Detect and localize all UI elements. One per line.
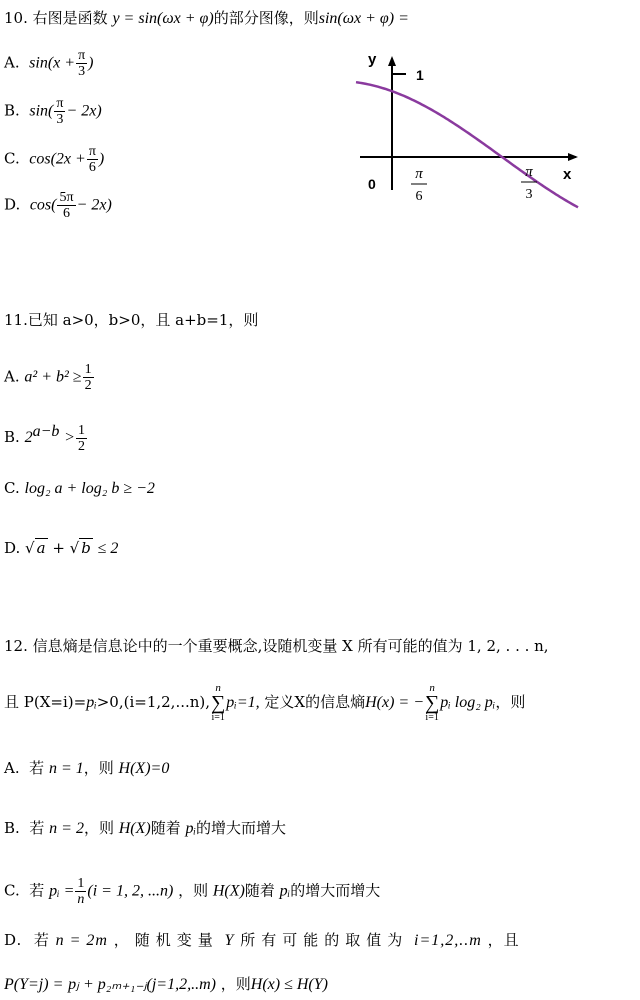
y-axis-arrow xyxy=(388,56,396,66)
q12-option-d-prob: P(Y=j) = xyxy=(4,976,64,993)
q11-option-a-frac xyxy=(83,362,94,393)
q12-option-c-tail: 的增大而增大 xyxy=(290,881,381,900)
q11-option-d-a: a xyxy=(36,539,46,557)
q10-option-d-frac xyxy=(57,190,75,221)
q12-option-c-frac xyxy=(75,876,86,907)
sqrt-sign: √ xyxy=(25,539,35,557)
q12-l2-g: ，则 xyxy=(495,693,526,711)
q10-option-a[interactable] xyxy=(4,48,93,79)
frac-numerator: 1 xyxy=(84,362,92,377)
sum-lower: i=1 xyxy=(425,712,439,723)
q12-option-d-y: Y xyxy=(224,932,235,949)
q10-option-b-post: − 2x) xyxy=(66,102,102,120)
q10-option-c-post: ) xyxy=(98,150,105,168)
q12-option-b-cond: n = 2 xyxy=(49,820,84,837)
frac-numerator: 1 xyxy=(77,876,85,891)
q12-option-b-label: B. xyxy=(4,819,20,837)
frac-denominator: 6 xyxy=(88,160,96,175)
q12-option-d-cond: n = 2m xyxy=(55,932,108,949)
q12-option-c-with: 随着 xyxy=(244,881,275,900)
q12-l2-f: pᵢ log₂ pᵢ xyxy=(440,694,496,711)
q12-option-d-label: D. xyxy=(4,931,23,949)
q12-sum-2 xyxy=(425,682,439,724)
q10-stem xyxy=(4,8,409,29)
y-one-label: 1 xyxy=(416,67,424,83)
y-axis-label: y xyxy=(368,51,377,68)
q11-option-c-expr: log₂ a + log₂ b ≥ −2 xyxy=(24,480,155,497)
q12-option-c-range: (i = 1, 2, ...n) xyxy=(87,882,174,900)
sigma-symbol: ∑ xyxy=(211,692,226,714)
tick-pi3-numerator: π xyxy=(525,164,533,180)
q12-l2-pi: pᵢ xyxy=(86,694,97,711)
q10-target: sin(ωx + φ) = xyxy=(318,10,409,27)
q12-option-b[interactable] xyxy=(4,818,286,839)
q10-option-d[interactable] xyxy=(4,190,112,221)
q12-option-d-result: H(x) ≤ H(Y) xyxy=(250,976,328,993)
q12-stem-line2 xyxy=(4,682,525,724)
q11-option-a-expr: a² + b² ≥ xyxy=(24,368,82,386)
q12-option-d[interactable] xyxy=(4,930,520,951)
q12-option-d-sum: pⱼ + p₂ₘ₊₁₋ⱼ xyxy=(68,976,147,993)
origin-label: 0 xyxy=(368,176,376,192)
q11-option-a[interactable] xyxy=(4,362,95,393)
frac-denominator: 3 xyxy=(78,64,86,79)
x-axis-label: x xyxy=(563,166,572,183)
q12-option-d-range: i=1,2,..m xyxy=(414,932,482,949)
q10-option-d-pre: cos( xyxy=(29,196,57,214)
q11-option-b-frac xyxy=(76,423,87,454)
q12-option-d-var: ，随机变量 xyxy=(113,931,219,949)
q12-option-a-label: A. xyxy=(4,759,20,777)
sum-upper: n xyxy=(429,682,435,694)
q12-sum-1 xyxy=(211,682,225,724)
q10-option-b-pre: sin( xyxy=(29,102,54,120)
tick-pi6-numerator: π xyxy=(415,166,423,182)
frac-numerator: 1 xyxy=(77,422,85,438)
sigma-symbol: ∑ xyxy=(425,692,440,714)
q11-option-b[interactable] xyxy=(4,422,88,454)
q10-stem-a: 右图是函数 xyxy=(32,9,108,27)
q10-option-c-pre: cos(2x + xyxy=(29,150,86,168)
q10-option-c-label: C. xyxy=(4,149,20,168)
q12-l2-e: H(x) = − xyxy=(365,694,424,711)
q10-option-b-frac xyxy=(54,96,65,127)
q11-option-d[interactable]: D. √ a + √ b ≤ 2 xyxy=(4,539,119,557)
q11-option-c-label: C. xyxy=(4,479,20,497)
frac-denominator: 2 xyxy=(84,378,92,393)
q12-option-d-line2 xyxy=(4,974,328,995)
q10-option-a-post: ) xyxy=(88,54,94,72)
q11-option-b-rel: > xyxy=(64,429,75,446)
sqrt-sign: √ xyxy=(69,539,80,557)
frac-numerator: π xyxy=(78,48,86,63)
q11-option-a-label: A. xyxy=(4,367,20,386)
q12-option-b-then: ，则 xyxy=(83,819,114,837)
q12-option-d-if: 若 xyxy=(33,931,50,949)
q10-number: 10. xyxy=(4,9,28,27)
q12-option-c-then: ，则 xyxy=(178,881,209,900)
q12-option-b-with: 随着 xyxy=(150,819,181,837)
q11-option-d-label: D. xyxy=(4,539,21,557)
q12-option-a[interactable] xyxy=(4,758,169,779)
q11-option-b-label: B. xyxy=(4,428,20,446)
q12-option-b-if: 若 xyxy=(29,819,45,837)
q12-option-d-and: ，且 xyxy=(487,931,520,949)
frac-numerator: 5π xyxy=(59,190,74,205)
q12-l2-a: 且 P(X=i)= xyxy=(4,693,87,711)
q12-option-c-hx: H(X) xyxy=(212,882,245,900)
frac-denominator: 6 xyxy=(63,206,70,221)
sum-upper: n xyxy=(215,682,221,694)
q12-option-d-values: 所有可能的取值为 xyxy=(240,931,409,949)
sine-graph xyxy=(352,50,592,215)
q11-option-b-base: 2 xyxy=(24,429,33,446)
q10-option-a-frac xyxy=(76,48,87,79)
tick-pi3-denominator: 3 xyxy=(525,187,533,202)
q10-option-c[interactable] xyxy=(4,144,104,175)
sum-lower: i=1 xyxy=(211,712,225,723)
q12-option-a-then: ，则 xyxy=(83,759,114,777)
q12-option-c-label: C. xyxy=(4,881,20,900)
q11-option-d-rel: ≤ 2 xyxy=(97,540,119,557)
q12-option-c-cond: pᵢ = xyxy=(49,882,75,900)
q12-l2-c: pᵢ=1, xyxy=(226,694,260,711)
x-axis-arrow xyxy=(568,153,578,161)
q12-option-a-result: H(X)=0 xyxy=(118,760,170,777)
q11-stem: 11.已知 a>0，b>0，且 a+b=1，则 xyxy=(4,311,259,329)
frac-denominator: 2 xyxy=(77,438,85,454)
q10-option-d-label: D. xyxy=(4,195,21,214)
q11-option-b-exponent: a−b xyxy=(32,423,60,440)
q10-option-c-frac xyxy=(87,144,98,175)
q12-option-d-then: ，则 xyxy=(220,975,251,993)
q10-option-a-label: A. xyxy=(4,53,20,72)
q10-option-b-label: B. xyxy=(4,101,20,120)
q10-option-d-post: − 2x) xyxy=(76,196,112,214)
q12-stem-line1: 12. 信息熵是信息论中的一个重要概念,设随机变量 X 所有可能的值为 1, 2, . . . n, xyxy=(4,637,549,655)
q12-option-b-pi: pᵢ xyxy=(185,820,197,837)
frac-denominator: 3 xyxy=(56,112,64,127)
q12-option-b-hx: H(X) xyxy=(118,820,151,837)
frac-denominator: n xyxy=(77,892,85,907)
q12-l2-d: 定义X的信息熵 xyxy=(264,693,366,711)
q12-option-c-if: 若 xyxy=(29,881,45,900)
q12-option-d-jrange: (j=1,2,..m) xyxy=(146,976,216,993)
tick-pi6-denominator: 6 xyxy=(415,189,423,204)
sine-curve xyxy=(356,82,578,207)
q12-option-b-tail: 的增大而增大 xyxy=(196,819,287,837)
q12-option-c-pi: pᵢ xyxy=(279,882,291,900)
q10-option-b[interactable] xyxy=(4,96,102,127)
q11-option-c[interactable] xyxy=(4,478,155,499)
q10-option-a-pre: sin(x + xyxy=(29,54,76,72)
q12-option-a-if: 若 xyxy=(29,759,45,777)
q11-option-d-b: b xyxy=(81,539,91,557)
q10-func: y = sin(ωx + φ) xyxy=(112,10,214,27)
q10-stem-b: 的部分图像，则 xyxy=(213,9,319,27)
q12-option-a-cond: n = 1 xyxy=(48,760,84,777)
frac-numerator: π xyxy=(56,96,64,111)
q12-option-c[interactable] xyxy=(4,876,380,907)
frac-numerator: π xyxy=(88,144,96,159)
q12-l2-b: >0,(i=1,2,...n), xyxy=(96,693,211,711)
